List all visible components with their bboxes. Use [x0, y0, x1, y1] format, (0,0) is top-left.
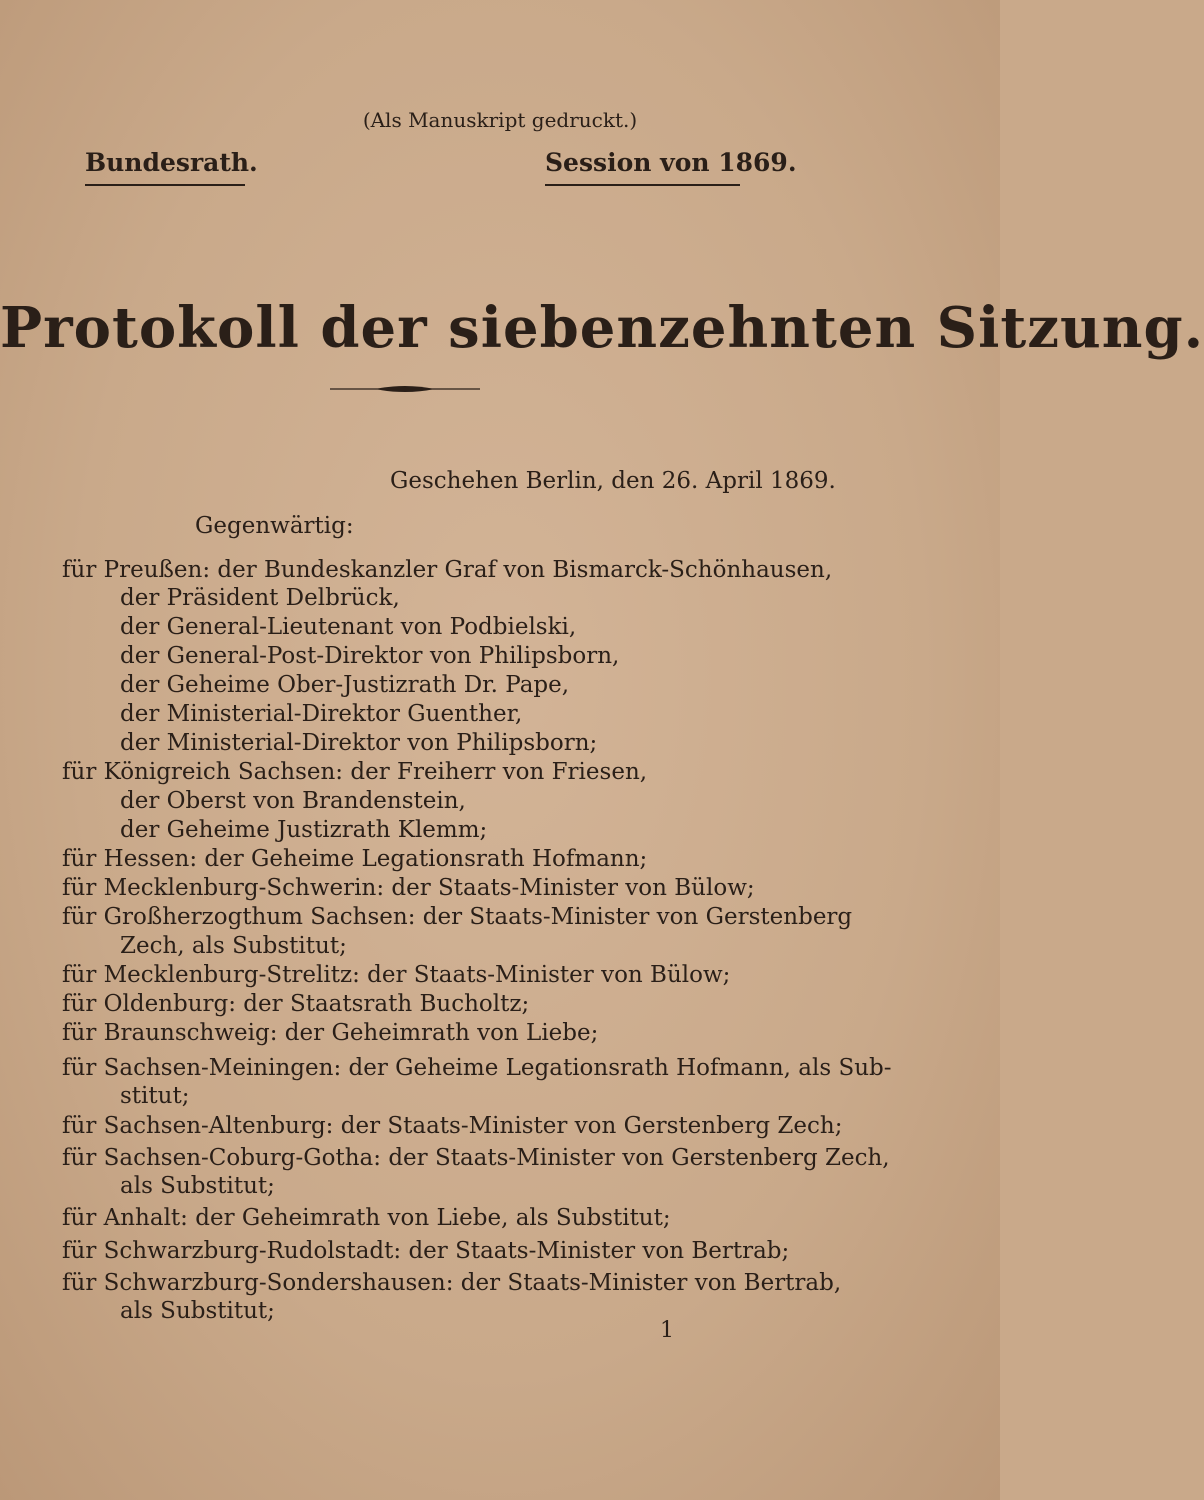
attendee-line: der Oberst von Brandenstein, — [120, 788, 466, 814]
attendee-line: für Oldenburg: der Staatsrath Bucholtz; — [62, 991, 530, 1017]
document-title: Protokoll der siebenzehnten Sitzung. — [0, 295, 1204, 361]
attendee-line: als Substitut; — [120, 1298, 275, 1324]
attendee-line: für Sachsen-Meiningen: der Geheime Legationsrath Hofmann, als Sub- — [62, 1055, 892, 1081]
ornament-rule — [330, 383, 480, 395]
attendee-line: als Substitut; — [120, 1173, 275, 1199]
page-number: 1 — [660, 1318, 674, 1343]
attendee-line: der Geheime Justizrath Klemm; — [120, 817, 488, 843]
attendee-line: für Schwarzburg-Rudolstadt: der Staats-Minister von Bertrab; — [62, 1238, 790, 1264]
header-left-rule — [85, 184, 245, 186]
attendee-line: der General-Lieutenant von Podbielski, — [120, 614, 577, 640]
attendee-line: Zech, als Substitut; — [120, 933, 347, 959]
attendee-line: für Anhalt: der Geheimrath von Liebe, als Substitut; — [62, 1205, 671, 1231]
attendee-line: für Königreich Sachsen: der Freiherr von Friesen, — [62, 759, 648, 785]
attendee-line: stitut; — [120, 1083, 190, 1109]
header-right-rule — [545, 184, 740, 186]
attendee-line: für Mecklenburg-Schwerin: der Staats-Minister von Bülow; — [62, 875, 755, 901]
attendee-line: für Sachsen-Coburg-Gotha: der Staats-Minister von Gerstenberg Zech, — [62, 1145, 890, 1171]
header-right: Session von 1869. — [545, 148, 797, 177]
attendee-line: für Schwarzburg-Sondershausen: der Staats-Minister von Bertrab, — [62, 1270, 842, 1296]
attendee-line: für Preußen: der Bundeskanzler Graf von Bismarck-Schönhausen, — [62, 557, 833, 583]
dateline: Geschehen Berlin, den 26. April 1869. — [390, 468, 836, 494]
header-left: Bundesrath. — [85, 148, 258, 177]
attendee-line: für Hessen: der Geheime Legationsrath Hofmann; — [62, 846, 648, 872]
attendee-line: für Sachsen-Altenburg: der Staats-Minister von Gerstenberg Zech; — [62, 1113, 843, 1139]
attendee-line: für Mecklenburg-Strelitz: der Staats-Minister von Bülow; — [62, 962, 731, 988]
print-note: (Als Manuskript gedruckt.) — [362, 108, 638, 132]
attendee-line: für Großherzogthum Sachsen: der Staats-Minister von Gerstenberg — [62, 904, 853, 930]
attendee-line: für Braunschweig: der Geheimrath von Liebe; — [62, 1020, 599, 1046]
present-label: Gegenwärtig: — [195, 513, 354, 539]
attendee-line: der Ministerial-Direktor Guenther, — [120, 701, 523, 727]
attendee-line: der General-Post-Direktor von Philipsborn, — [120, 643, 620, 669]
attendee-line: der Präsident Delbrück, — [120, 585, 400, 611]
attendee-line: der Geheime Ober-Justizrath Dr. Pape, — [120, 672, 570, 698]
attendee-line: der Ministerial-Direktor von Philipsborn; — [120, 730, 598, 756]
